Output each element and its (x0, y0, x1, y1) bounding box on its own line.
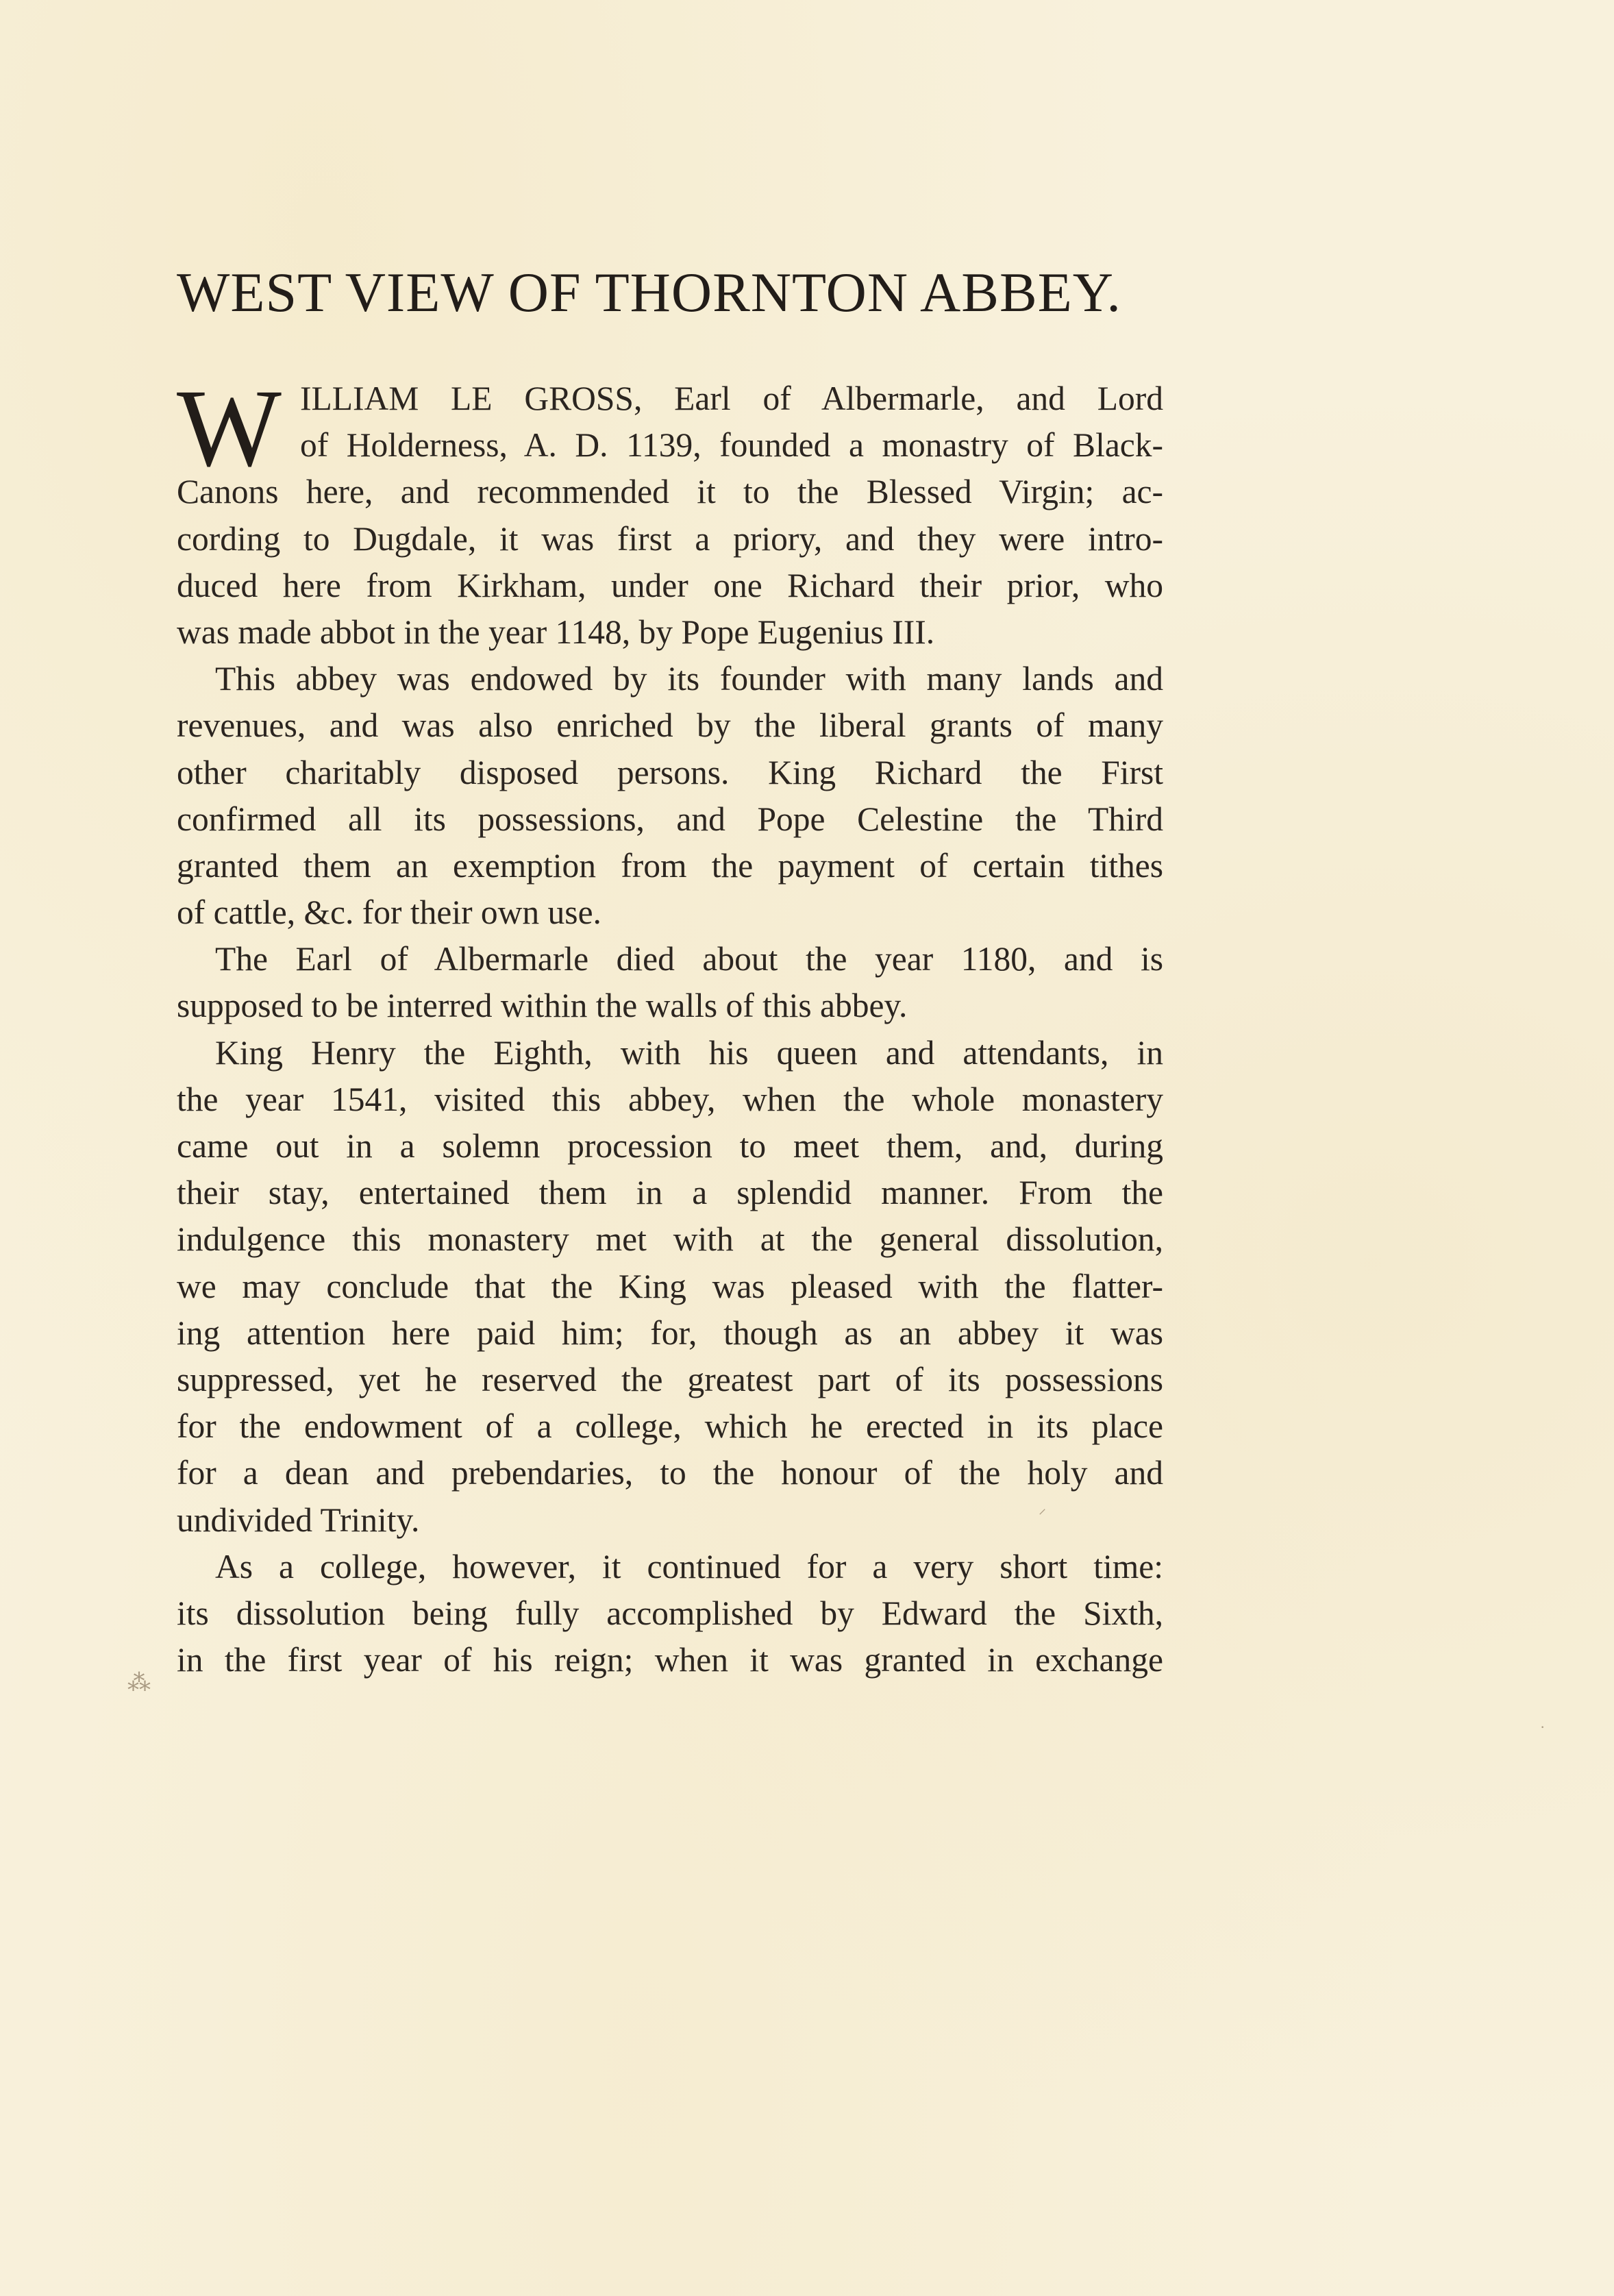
paragraph-1 (177, 367, 1163, 656)
text-line: their stay, entertained them in a splendid manner. From the (177, 1174, 1163, 1212)
text-line: King Henry the Eighth, with his queen and attendants, in (215, 1033, 1163, 1072)
text-line: supposed to be interred within the walls of this abbey. (177, 987, 908, 1025)
text-line: in the first year of his reign; when it was granted in exchange (177, 1641, 1163, 1679)
text-line: came out in a solemn procession to meet them, and, during (177, 1127, 1163, 1165)
text-line: ing attention here paid him; for, though as an abbey it was (177, 1313, 1163, 1352)
paragraph-5 (177, 1544, 1163, 1684)
text-line: the year 1541, visited this abbey, when the whole monastery (177, 1080, 1163, 1118)
drop-cap: W (177, 367, 282, 490)
paragraph-3 (177, 936, 1163, 1029)
paragraph-4 (177, 1030, 1163, 1544)
text-line: As a college, however, it continued for a very short time: (215, 1547, 1163, 1585)
text-line: of cattle, &c. for their own use. (177, 893, 601, 932)
text-line: The Earl of Albermarle died about the year 1180, and is (215, 940, 1163, 978)
page-title: WEST VIEW OF THORNTON ABBEY. (177, 261, 1121, 323)
text-line: indulgence this monastery met with at the general dissolution, (177, 1220, 1163, 1259)
text-line: confirmed all its possessions, and Pope Celestine the Third (177, 800, 1163, 838)
paper-speck-icon: · (1540, 1718, 1545, 1736)
paragraph-2 (177, 656, 1163, 936)
paper-speck-icon: ⸍ (1039, 1506, 1047, 1523)
text-line: granted them an exemption from the payment of certain tithes (177, 846, 1163, 885)
text-line: for a dean and prebendaries, to the honour of the holy and (177, 1454, 1163, 1492)
text-line: for the endowment of a college, which he erected in its place (177, 1407, 1163, 1446)
text-line: we may conclude that the King was pleased with the flatter- (177, 1267, 1163, 1305)
text-line: ILLIAM LE GROSS, Earl of Albermarle, and Lord (300, 380, 1163, 417)
text-line: Canons here, and recommended it to the Blessed Virgin; ac- (177, 473, 1163, 511)
catchword-mark-icon: ⁂ (127, 1670, 151, 1696)
body-text (177, 367, 1163, 1683)
text-line: was made abbot in the year 1148, by Pope Eugenius III. (177, 613, 935, 651)
text-line: revenues, and was also enriched by the liberal grants of many (177, 706, 1163, 745)
text-line: cording to Dugdale, it was first a priory, and they were intro- (177, 519, 1163, 558)
text-line: duced here from Kirkham, under one Richard their prior, who (177, 566, 1163, 604)
text-line: other charitably disposed persons. King Richard the First (177, 753, 1163, 791)
text-line: of Holderness, A. D. 1139, founded a monastry of Black- (300, 426, 1163, 465)
text-line: This abbey was endowed by its founder with many lands and (215, 660, 1163, 698)
text-line: its dissolution being fully accomplished by Edward the Sixth, (177, 1594, 1163, 1632)
text-line: suppressed, yet he reserved the greatest part of its possessions (177, 1360, 1163, 1398)
text-line: undivided Trinity. (177, 1501, 420, 1539)
